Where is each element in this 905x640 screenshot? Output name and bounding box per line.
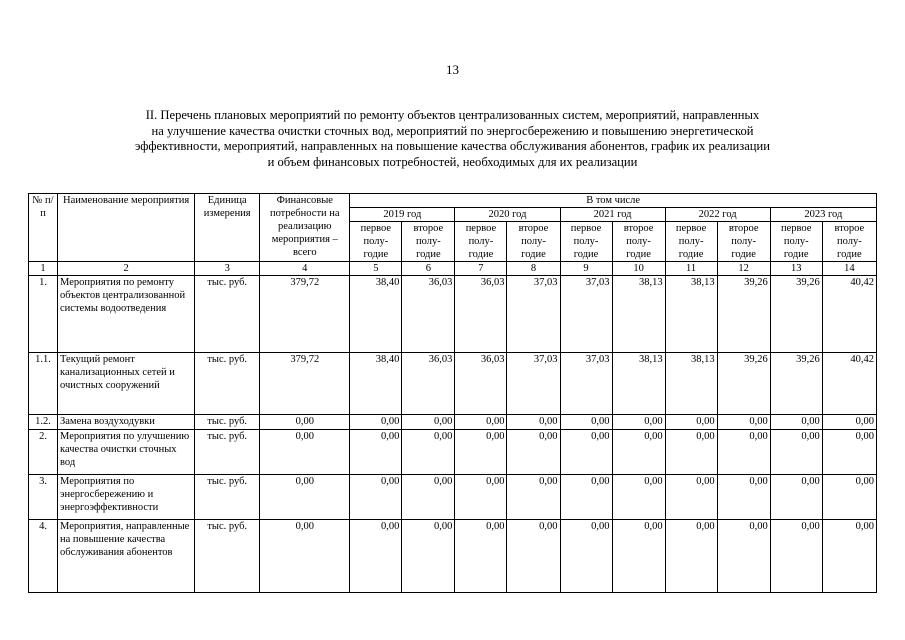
header-half-first: первое полу-годие xyxy=(560,222,612,262)
header-half-first: первое полу-годие xyxy=(665,222,717,262)
header-half-second: второе полу-годие xyxy=(822,222,876,262)
value-cell: 0,00 xyxy=(770,520,822,593)
header-year: 2022 год xyxy=(665,208,770,222)
measure-name: Текущий ремонт канализационных сетей и очистных сооружений xyxy=(58,353,195,415)
column-number: 1 xyxy=(29,262,58,276)
value-cell: 0,00 xyxy=(612,430,665,475)
measure-name: Замена воздуходувки xyxy=(58,415,195,430)
unit-cell: тыс. руб. xyxy=(195,353,260,415)
column-number: 14 xyxy=(822,262,876,276)
header-name: Наименование мероприятия xyxy=(58,194,195,262)
row-number: 1.2. xyxy=(29,415,58,430)
value-cell: 36,03 xyxy=(455,353,507,415)
unit-cell: тыс. руб. xyxy=(195,276,260,353)
value-cell: 37,03 xyxy=(507,276,560,353)
heading-line: II. Перечень плановых мероприятий по ремонту объектов централизованных систем, мероприятий, направленных xyxy=(145,108,760,122)
unit-cell: тыс. руб. xyxy=(195,415,260,430)
header-year: 2020 год xyxy=(455,208,560,222)
value-cell: 0,00 xyxy=(612,415,665,430)
table-row xyxy=(29,475,877,520)
value-cell: 0,00 xyxy=(717,520,770,593)
total-cell: 0,00 xyxy=(260,475,350,520)
column-number: 8 xyxy=(507,262,560,276)
row-number: 1. xyxy=(29,276,58,353)
header-half-first: первое полу-годие xyxy=(770,222,822,262)
value-cell: 38,40 xyxy=(350,353,402,415)
value-cell: 36,03 xyxy=(455,276,507,353)
value-cell: 0,00 xyxy=(665,520,717,593)
table-row xyxy=(29,520,877,593)
value-cell: 0,00 xyxy=(822,475,876,520)
value-cell: 0,00 xyxy=(350,475,402,520)
value-cell: 0,00 xyxy=(455,415,507,430)
value-cell: 37,03 xyxy=(560,353,612,415)
column-number: 3 xyxy=(195,262,260,276)
table-row xyxy=(29,430,877,475)
unit-cell: тыс. руб. xyxy=(195,475,260,520)
value-cell: 36,03 xyxy=(402,276,455,353)
row-number: 3. xyxy=(29,475,58,520)
unit-cell: тыс. руб. xyxy=(195,520,260,593)
heading-line: эффективности, мероприятий, направленных на повышение качества обслуживания абонентов, график их реализации xyxy=(134,139,771,153)
header-unit: Единица измерения xyxy=(195,194,260,262)
value-cell: 0,00 xyxy=(770,475,822,520)
value-cell: 0,00 xyxy=(822,430,876,475)
value-cell: 37,03 xyxy=(560,276,612,353)
table-row xyxy=(29,415,877,430)
header-half-second: второе полу-годие xyxy=(717,222,770,262)
value-cell: 38,13 xyxy=(665,276,717,353)
value-cell: 0,00 xyxy=(770,430,822,475)
value-cell: 0,00 xyxy=(455,430,507,475)
value-cell: 0,00 xyxy=(717,475,770,520)
value-cell: 0,00 xyxy=(350,430,402,475)
header-including: В том числе xyxy=(350,194,877,208)
header-half-second: второе полу-годие xyxy=(612,222,665,262)
header-num: № п/п xyxy=(29,194,58,262)
value-cell: 0,00 xyxy=(350,520,402,593)
value-cell: 0,00 xyxy=(455,475,507,520)
value-cell: 0,00 xyxy=(717,415,770,430)
total-cell: 0,00 xyxy=(260,415,350,430)
row-number: 2. xyxy=(29,430,58,475)
value-cell: 0,00 xyxy=(717,430,770,475)
column-number: 4 xyxy=(260,262,350,276)
document-heading xyxy=(60,108,845,170)
header-half-first: первое полу-годие xyxy=(350,222,402,262)
value-cell: 38,13 xyxy=(665,353,717,415)
value-cell: 0,00 xyxy=(402,415,455,430)
value-cell: 0,00 xyxy=(560,430,612,475)
header-half-second: второе полу-годие xyxy=(507,222,560,262)
measure-name: Мероприятия, направленные на повышение качества обслуживания абонентов xyxy=(58,520,195,593)
value-cell: 0,00 xyxy=(612,475,665,520)
measure-name: Мероприятия по улучшению качества очистки сточных вод xyxy=(58,430,195,475)
value-cell: 40,42 xyxy=(822,353,876,415)
header-year: 2019 год xyxy=(350,208,455,222)
measure-name: Мероприятия по энергосбережению и энергоэффективности xyxy=(58,475,195,520)
value-cell: 0,00 xyxy=(822,415,876,430)
header-year: 2023 год xyxy=(770,208,876,222)
value-cell: 36,03 xyxy=(402,353,455,415)
column-number: 13 xyxy=(770,262,822,276)
value-cell: 39,26 xyxy=(717,353,770,415)
value-cell: 0,00 xyxy=(665,430,717,475)
value-cell: 0,00 xyxy=(560,475,612,520)
header-half-second: второе полу-годие xyxy=(402,222,455,262)
measure-name: Мероприятия по ремонту объектов централизованной системы водоотведения xyxy=(58,276,195,353)
value-cell: 0,00 xyxy=(822,520,876,593)
value-cell: 39,26 xyxy=(717,276,770,353)
value-cell: 0,00 xyxy=(560,520,612,593)
unit-cell: тыс. руб. xyxy=(195,430,260,475)
value-cell: 0,00 xyxy=(612,520,665,593)
row-number: 4. xyxy=(29,520,58,593)
column-number: 7 xyxy=(455,262,507,276)
value-cell: 0,00 xyxy=(507,430,560,475)
table-row xyxy=(29,276,877,353)
header-year: 2021 год xyxy=(560,208,665,222)
total-cell: 0,00 xyxy=(260,520,350,593)
value-cell: 0,00 xyxy=(402,475,455,520)
heading-line: и объем финансовых потребностей, необходимых для их реализации xyxy=(267,154,638,169)
value-cell: 37,03 xyxy=(507,353,560,415)
column-number: 9 xyxy=(560,262,612,276)
total-cell: 379,72 xyxy=(260,276,350,353)
value-cell: 0,00 xyxy=(770,415,822,430)
column-number: 10 xyxy=(612,262,665,276)
value-cell: 0,00 xyxy=(665,475,717,520)
measures-table xyxy=(28,193,877,593)
column-number: 2 xyxy=(58,262,195,276)
heading-line: на улучшение качества очистки сточных вод, мероприятий по энергосбережению и повышению энергетической xyxy=(151,123,754,138)
column-number: 6 xyxy=(402,262,455,276)
total-cell: 379,72 xyxy=(260,353,350,415)
value-cell: 0,00 xyxy=(665,415,717,430)
total-cell: 0,00 xyxy=(260,430,350,475)
table-row xyxy=(29,353,877,415)
value-cell: 38,13 xyxy=(612,276,665,353)
value-cell: 0,00 xyxy=(560,415,612,430)
value-cell: 38,13 xyxy=(612,353,665,415)
column-number: 11 xyxy=(665,262,717,276)
value-cell: 0,00 xyxy=(507,415,560,430)
value-cell: 0,00 xyxy=(507,520,560,593)
value-cell: 39,26 xyxy=(770,353,822,415)
value-cell: 40,42 xyxy=(822,276,876,353)
page-number: 13 xyxy=(446,62,459,77)
value-cell: 0,00 xyxy=(402,430,455,475)
column-number: 5 xyxy=(350,262,402,276)
column-number: 12 xyxy=(717,262,770,276)
value-cell: 0,00 xyxy=(350,415,402,430)
header-half-first: первое полу-годие xyxy=(455,222,507,262)
header-total: Финансовые потребности на реализацию мероприятия – всего xyxy=(260,194,350,262)
value-cell: 39,26 xyxy=(770,276,822,353)
value-cell: 0,00 xyxy=(507,475,560,520)
row-number: 1.1. xyxy=(29,353,58,415)
value-cell: 0,00 xyxy=(455,520,507,593)
value-cell: 38,40 xyxy=(350,276,402,353)
value-cell: 0,00 xyxy=(402,520,455,593)
